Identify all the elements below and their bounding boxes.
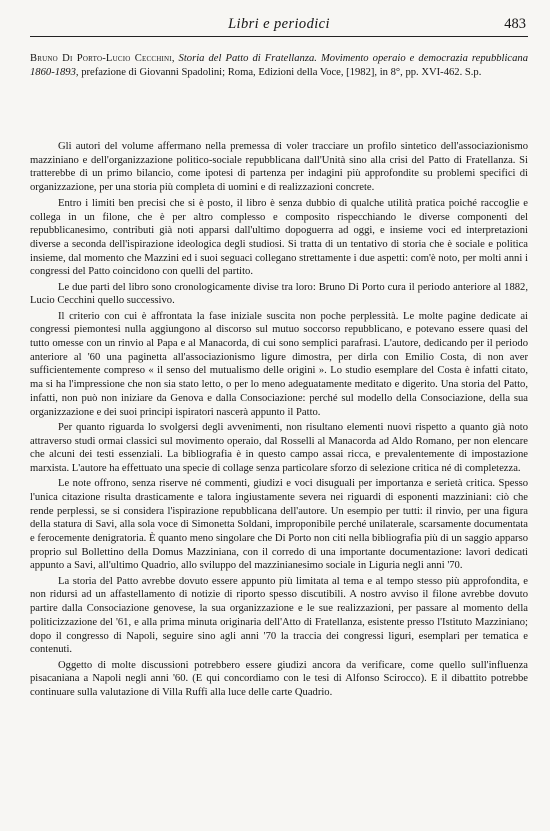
running-title: Libri e periodici	[228, 16, 330, 32]
book-title: Storia del Patto di Fratellanza. Movimento operaio e democrazia repubblicana 1860-1893	[30, 53, 529, 78]
bibliographic-entry: Bruno Di Porto-Lucio Cecchini, Storia del Patto di Fratellanza. Movimento operaio e democrazia repubblicana 1860-1893, prefazione di Giovanni Spadolini; Roma, Edizioni della Voce, [1982], in 8°, pp. XVI-462. S.p.	[30, 53, 529, 78]
review-paragraph: Gli autori del volume affermano nella premessa di voler tracciare un profilo sintetico dell'associazionismo mazziniano e dell'organizzazione politico-sociale repubblicana dall'Unità sino alla crisi del Patto di Fratellanza. Si tratterebbe di un primo bilancio, come ipotesi di partenza per indagini più approfondite su problemi specifici di organizzazione, per una storia più completa di uomini e di realizzazioni concrete.	[30, 141, 528, 194]
review-paragraph: Oggetto di molte discussioni potrebbero essere giudizi ancora da verificare, come quello sull'influenza pisacaniana a Napoli negli anni '60. (E qui concordiamo con le tesi di Alfonso Scirocco). E il dibattito potrebbe continuare sulla valutazione di Villa Ruffi alla luce delle carte Quadrio.	[30, 659, 528, 698]
running-header	[30, 14, 528, 38]
review-paragraph: Le note offrono, senza riserve né commenti, giudizi e voci disuguali per importanza e serietà critica. Spesso l'unica citazione risulta drasticamente e talora ingiustamente severa nei riguardi di esponenti mazziniani: ciò che rende perplessi, se si considera l'ispirazione repubblicana dell'autore. Un esempio per tutti: il rinvio, per una figura della statura di Savi, alla sola voce di Simonetta Soldani, improponibile perché unilaterale, scarsamente documentata e ferocemente denigratoria. È quanto meno singolare che Di Porto non citi nella bibliografia più di un saggio apparso proprio sul Bollettino della Domus Mazziniana, con il corredo di una importante documentazione: lavori dedicati appunto a Savi, all'ultimo Quadrio, allo sviluppo del mazzinianesimo sociale in Liguria negli anni '70.	[30, 478, 528, 572]
review-paragraph: Le due parti del libro sono cronologicamente divise tra loro: Bruno Di Porto cura il periodo anteriore al 1882, Lucio Cecchini quello successivo.	[30, 281, 528, 307]
review-body	[30, 140, 528, 701]
review-paragraph: La storia del Patto avrebbe dovuto essere appunto più limitata al tema e al tempo stesso più approfondita, e non ridursi ad un affastellamento di notizie di riporto spesso discutibili. A nostro avviso il filone avrebbe dovuto partire dalla Consociazione genovese, la sua organizzazione e le sue realizzazioni, per passare al momento della politicizzazione del '61, e alla prima minuta originaria dell'Atto di Fratellanza, esistente presso l'Istituto Mazziniano; dopo il congresso di Napoli, seguire sino agli anni '70 la traccia dei congressi liguri, esemplari per tematica e contenuti.	[30, 575, 528, 656]
book-authors: Bruno Di Porto-Lucio Cecchini	[30, 53, 172, 64]
page-number: 483	[504, 16, 526, 32]
book-publication-details: , prefazione di Giovanni Spadolini; Roma, Edizioni della Voce, [1982], in 8°, pp. XVI-462. S.p.	[75, 66, 482, 78]
review-paragraph: Il criterio con cui è affrontata la fase iniziale suscita non poche perplessità. Le molte pagine dedicate ai congressi piemontesi nulla aggiungono al discorso sul mutuo soccorso repubblicano, e potevano essere quasi del tutto omesse con un rinvio al Papa e al Manacorda, di cui sono semplici parafrasi. L'autore, dedicando per il periodo anteriore al '60 una paginetta all'associazionismo ligure dimostra, per dirla con Emilio Costa, di non aver sufficientemente compreso « il senso del mutualismo delle origini ». Lo studio esemplare del Costa è infatti citato, ma si ha l'impressione che non sia stato letto, o per lo meno adeguatamente meditato e digerito. Una storia del Patto, infatti, non può non iniziare da Genova e dalla Consociazione: perché sul modello della Consociazione, della sua organizzazione e dei suoi principi ispiratori nascerà appunto il Patto.	[30, 310, 528, 418]
header-rule	[30, 36, 528, 37]
review-paragraph: Per quanto riguarda lo svolgersi degli avvenimenti, non risultano elementi nuovi rispetto a quanto già noto attraverso studi ormai classici sul movimento operaio, dal Rosselli al Manacorda ad Aldo Romano, per non elencare che alcuni dei testi essenziali. La bibliografia è in questo campo assai ricca, e prevalentemente di impostazione marxista. L'autore ha effettuato una specie di collage senza particolare sforzo di selezione critica né di completezza.	[30, 421, 528, 474]
review-paragraph: Entro i limiti ben precisi che si è posto, il libro è senza dubbio di qualche utilità pratica poiché raccoglie e collega in un filone, che è per altro complesso e composito rispecchiando le diverse componenti del repubblicanesimo, contributi già noti apparsi dall'ultimo dopoguerra ad oggi, e insieme voci ed interpretazioni diverse a seconda dell'ispirazione ideologica degli studiosi. Si tratta di un tentativo di storia che è sociale e politica insieme, dal momento che Mazzini ed i suoi seguaci collegano strettamente i due aspetti: com'è noto, per molti anni i congressi del Patto coincidono con quelli del partito.	[30, 197, 528, 278]
